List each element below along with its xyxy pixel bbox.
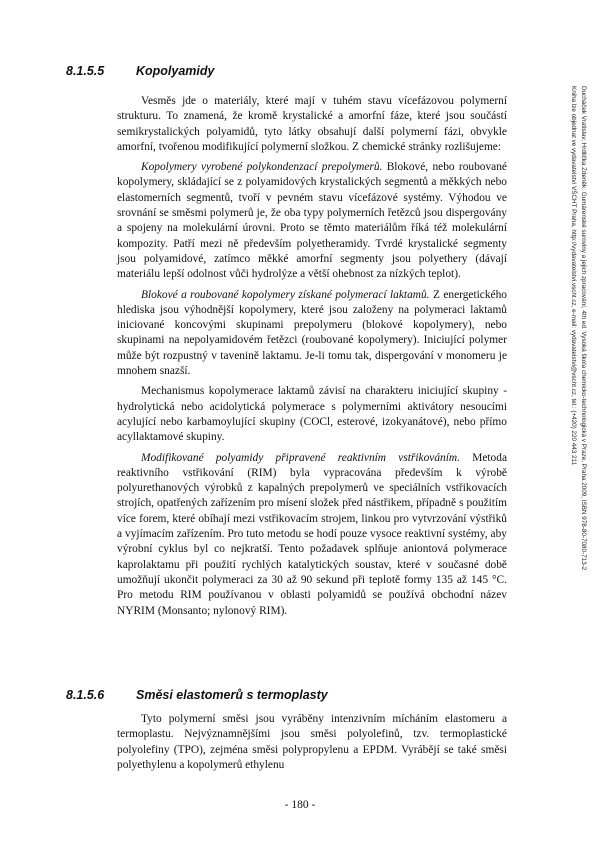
section-number: 8.1.5.5 [66,64,105,78]
paragraph-lead: Modifikované polyamidy připravené reaktivním vstřikováním. [141,451,460,464]
sidebar-citation [568,86,588,616]
paragraph-lead: Kopolymery vyrobené polykondenzací prepolymerů. [141,161,383,174]
paragraph-lead: Blokové a roubované kopolymery získané polymerací laktamů. [141,288,430,301]
section-title: Směsi elastomerů s termoplasty [136,688,328,702]
section-heading-kopolyamidy [66,64,215,78]
paragraph: Blokové a roubované kopolymery získané polymerací laktamů. Z energetického hlediska jsou výhodnější kopolymery, které jsou založeny na polymeraci laktamů iniciované koncovými skupinami prepolymeru (blokové kopolymery), nebo skupinami na nepolyamidovém řetězci (roubované kopolymery). Iniciující polymer může být rozpustný v tavenině laktamu. Je-li tomu tak, dispergování v monomeru je mnohem snazší. [117,288,507,378]
sidebar-citation-line1: Ducháček Vratislav, Hrdlička Zdeněk: Gumárenské suroviny a jejich zpracování, 4th ed. Vysoká škola chemicko-technologická v Praze, Praha 2009, ISBN 978-80-7080-713-2 [580,86,587,571]
section-heading-smesi [66,688,328,702]
section-number: 8.1.5.6 [66,688,105,702]
section-title: Kopolyamidy [136,64,215,78]
sidebar-citation-line2: Kniha lze objednat ve vydavatelství VŠCHT Praha, http://vydavatelstvi.vscht.cz, e-mail: vydavatelstvi@vscht.cz, tel.: (+420) 220 443 211 [570,86,577,466]
section-body-smesi [117,712,507,778]
page-number: - 180 - [284,799,316,811]
paragraph: Modifikované polyamidy připravené reaktivním vstřikováním. Metoda reaktivního vstřikování (RIM) byla vypracována především k výrobě polyurethanových výrobků z kapalných prepolymerů ve speciálních vstřikovacích strojích, opatřených zařízením pro mísení složek před nástřikem, případně s použitím více forem, které obíhají mezi vstřikovacím strojem, linkou pro vytvrzování výstřiků a vyjímacím zařízením. Pro tuto metodu se hodí pouze vysoce reaktivní systémy, aby výrobní cyklus byl co nejkratší. Tento požadavek splňuje aniontová polymerace kaprolaktamu při použití rychlých katalytických soustav, které v současné době umožňují ukončit polymeraci za 30 až 90 sekund při teplotě formy 135 až 145 °C. Pro metodu RIM používanou v oblasti polyamidů se používá obchodní název NYRIM (Monsanto; nylonový RIM). [117,451,507,617]
section-body-kopolyamidy [117,94,507,624]
paragraph: Kopolymery vyrobené polykondenzací prepolymerů. Blokové, nebo roubované kopolymery, skládající se z polyamidových krystalických segmentů a měkkých nebo elastomerních segmentů, tvoří v pevném stavu vícefázové systémy. Výhodou ve srovnání se směsmi polymerů je, že oba typy polymerních řetězců jsou dispergovány a spojeny na molekulární úrovni. Proto se těmto materiálům říká též molekulární kompozity. Patří mezi ně především polyetheramidy. Tvrdé krystalické segmenty jsou polyamidové, zatímco měkké amorfní segmenty jsou polyethery (dávají materiálu lepší odolnost vůči hydrolýze a větší ohebnost za nízkých teplot). [117,161,507,281]
paragraph: Tyto polymerní směsi jsou vyráběny intenzivním mícháním elastomeru a termoplastu. Nejvýznamnějšími jsou směsi polyolefinů, tzv. termoplastické polyolefiny (TPO), zejména směsi polypropylenu a EPDM. Vyrábějí se také směsi polyethylenu a kopolymerů ethylenu [117,713,507,771]
paragraph: Mechanismus kopolymerace laktamů závisí na charakteru iniciující skupiny - hydrolytická nebo acidolytická polymerace s polymerními aktivátory nesoucími acylující nebo karbamoylující skupiny (COCl, esterové, izokyanátové), nebo přímo acyllaktamové skupiny. [117,385,507,444]
paragraph: Vesměs jde o materiály, které mají v tuhém stavu vícefázovou polymerní strukturu. To znamená, že kromě krystalické a amorfní fáze, které jsou součástí semikrystalických polyamidů, tyto látky obsahují další polymerní fázi, obvykle amorfní, tvořenou modifikující polymerní složkou. Z chemické stránky rozlišujeme: [117,95,507,153]
